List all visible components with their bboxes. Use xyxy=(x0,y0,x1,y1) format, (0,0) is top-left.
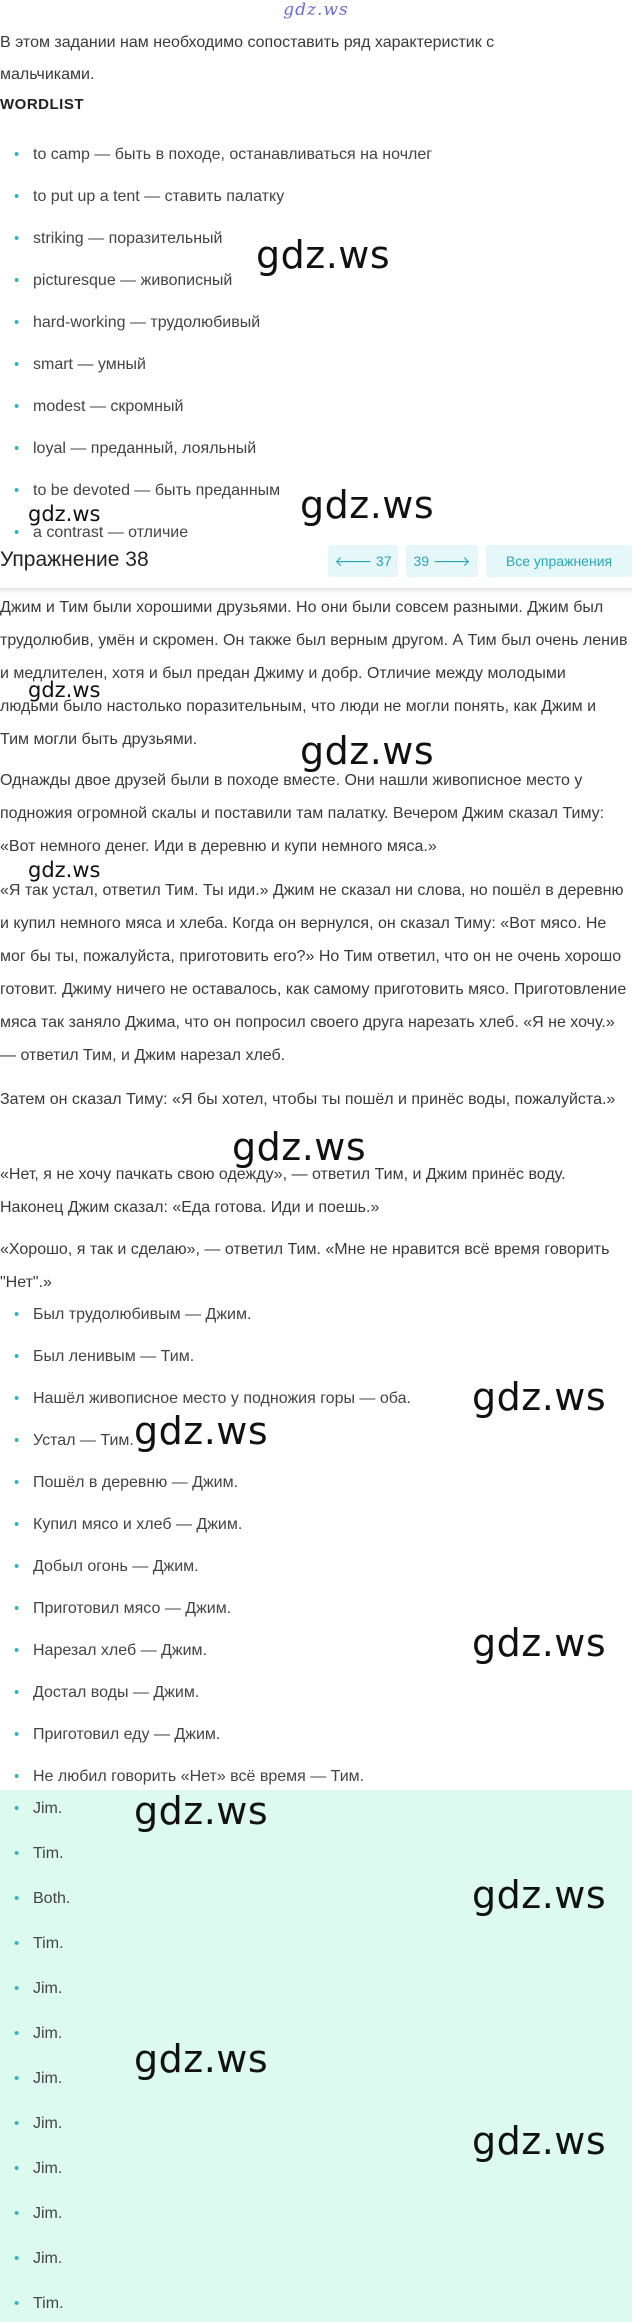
watermark: gdz.ws xyxy=(134,1409,269,1453)
story-paragraph: Однажды двое друзей были в походе вместе. Они нашли живописное место у подножия огромной скалы и поставили там палатку. Вечером Джим сказал Тиму: «Вот немного денег. Иди в деревню и купи немного мяса.» xyxy=(0,772,605,855)
list-item: • Jim. xyxy=(14,2025,62,2043)
watermark: gdz.ws xyxy=(300,483,435,527)
answers-panel xyxy=(0,1790,632,2322)
list-item: • hard-working — трудолюбивый xyxy=(14,314,260,332)
watermark: gdz.ws xyxy=(300,729,435,773)
list-item: • picturesque — живописный xyxy=(14,272,232,290)
list-item: • Jim. xyxy=(14,2205,62,2223)
list-item: • smart — умный xyxy=(14,356,146,374)
list-item: • Jim. xyxy=(14,2070,62,2088)
list-item: • Jim. xyxy=(14,2250,62,2268)
list-item: • a contrast — отличие xyxy=(14,524,188,542)
list-item: • Достал воды — Джим. xyxy=(14,1684,199,1702)
watermark: gdz.ws xyxy=(256,233,391,277)
list-item: • Был трудолюбивым — Джим. xyxy=(14,1306,251,1324)
watermark: gdz.ws xyxy=(472,1375,607,1419)
watermark: gdz.ws xyxy=(472,2119,607,2163)
list-item: • Jim. xyxy=(14,1980,62,1998)
exercise-title: Упражнение 38 xyxy=(0,548,149,571)
watermark: gdz.ws xyxy=(28,858,101,882)
all-exercises-button[interactable]: Все упражнения xyxy=(486,545,632,577)
list-item: • Jim. xyxy=(14,2115,62,2133)
list-item: • modest — скромный xyxy=(14,398,183,416)
list-item: • Both. xyxy=(14,1890,70,1908)
list-item: • Tim. xyxy=(14,1845,64,1863)
watermark: gdz.ws xyxy=(28,502,101,526)
list-item: • Пошёл в деревню — Джим. xyxy=(14,1474,238,1492)
list-item: • Был ленивым — Тим. xyxy=(14,1348,194,1366)
watermark: gdz.ws xyxy=(232,1125,367,1169)
list-item: • to put up a tent — ставить палатку xyxy=(14,188,284,206)
list-item: • Jim. xyxy=(14,1800,62,1818)
story-paragraph: Джим и Тим были хорошими друзьями. Но они были совсем разными. Джим был трудолюбив, умён и скромен. Он также был верным другом. А Тим был очень ленив и медлителен, хотя и был предан Джиму и добр. Отличие между молодыми людьми было настолько поразительным, что люди не могли понять, как Джим и Тим могли быть друзьями. xyxy=(0,599,628,748)
site-logo[interactable]: gdz.ws xyxy=(283,0,349,20)
wordlist-title: WORDLIST xyxy=(0,96,84,113)
intro-text: В этом задании нам необходимо сопоставить ряд характеристик с мальчиками. xyxy=(0,34,495,83)
story-paragraph: Затем он сказал Тиму: «Я бы хотел, чтобы ты пошёл и принёс воды, пожалуйста.» xyxy=(0,1091,616,1108)
list-item: • Купил мясо и хлеб — Джим. xyxy=(14,1516,242,1534)
story-paragraph: «Я так устал, ответил Тим. Ты иди.» Джим не сказал ни слова, но пошёл в деревню и купил немного мяса и хлеба. Когда он вернулся, он сказал Тиму: «Вот мясо. Не мог бы ты, пожалуйста, приготовить его?» Но Тим ответил, что он не очень хорошо готовит. Джиму ничего не оставалось, как самому приготовить мясо. Приготовление мяса так заняло Джима, что он попросил своего друга нарезать хлеб. «Я не хочу.» — ответил Тим, и Джим нарезал хлеб. xyxy=(0,882,627,1064)
list-item: • Jim. xyxy=(14,2160,62,2178)
list-item: • Приготовил еду — Джим. xyxy=(14,1726,220,1744)
watermark: gdz.ws xyxy=(134,2037,269,2081)
list-item: • to be devoted — быть преданным xyxy=(14,482,280,500)
list-item: • Нарезал хлеб — Джим. xyxy=(14,1642,207,1660)
list-item: • Не любил говорить «Нет» всё время — Тим. xyxy=(14,1768,364,1786)
list-item: • Добыл огонь — Джим. xyxy=(14,1558,199,1576)
story-paragraph: «Нет, я не хочу пачкать свою одежду», — ответил Тим, и Джим принёс воду. Наконец Джим сказал: «Еда готова. Иди и поешь.» xyxy=(0,1166,566,1216)
next-exercise-button[interactable]: 39 🡒 xyxy=(406,545,478,577)
story-paragraph: «Хорошо, я так и сделаю», — ответил Тим. «Мне не нравится всё время говорить "Нет".» xyxy=(0,1241,610,1291)
list-item: • Нашёл живописное место у подножия горы — оба. xyxy=(14,1390,411,1408)
watermark: gdz.ws xyxy=(28,678,101,702)
list-item: • Tim. xyxy=(14,1935,64,1953)
list-item: • Приготовил мясо — Джим. xyxy=(14,1600,231,1618)
list-item: • loyal — преданный, лояльный xyxy=(14,440,256,458)
list-item: • striking — поразительный xyxy=(14,230,222,248)
watermark: gdz.ws xyxy=(134,1789,269,1833)
list-item: • Tim. xyxy=(14,2295,64,2313)
watermark: gdz.ws xyxy=(472,1873,607,1917)
watermark: gdz.ws xyxy=(472,1621,607,1665)
list-item: • Устал — Тим. xyxy=(14,1432,134,1450)
prev-exercise-button[interactable]: 🡐 37 xyxy=(328,545,398,577)
list-item: • to camp — быть в походе, останавливаться на ночлег xyxy=(14,146,432,164)
